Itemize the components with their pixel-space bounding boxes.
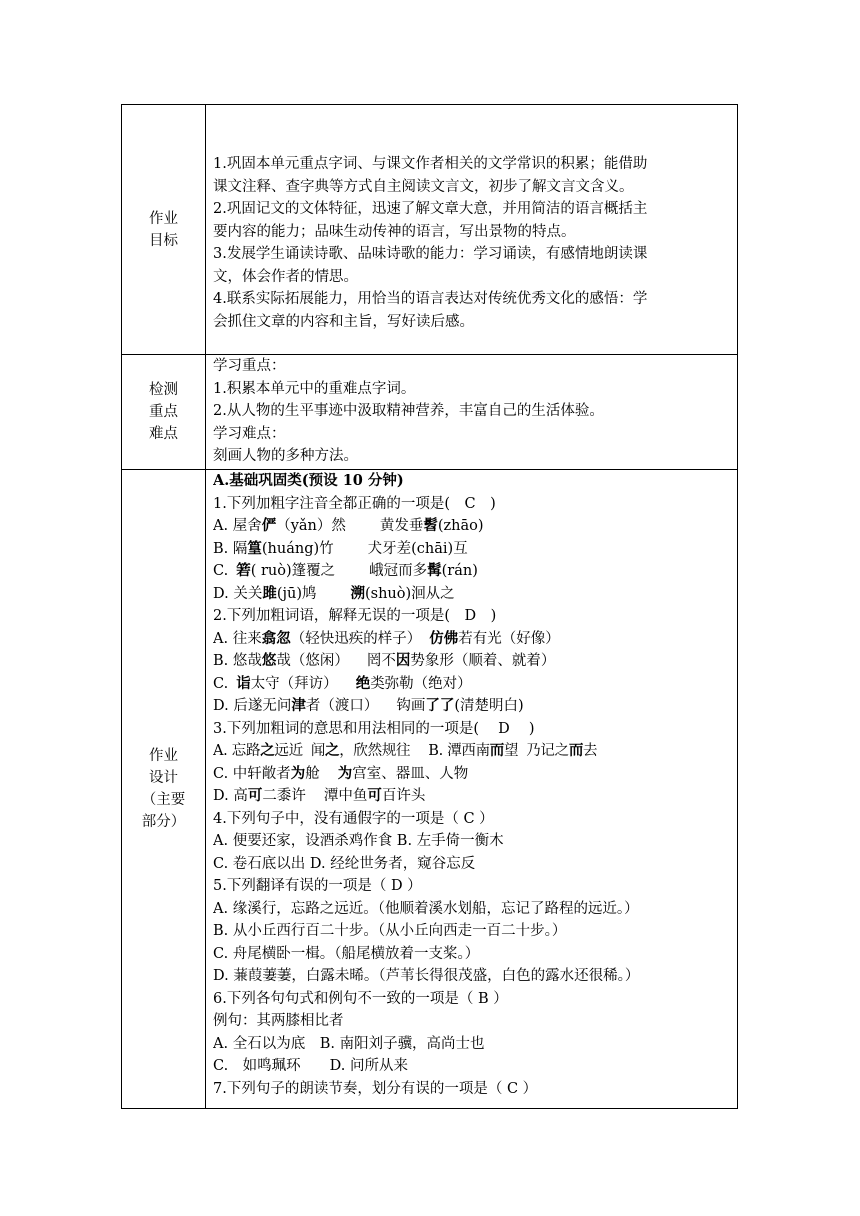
question-stem: 3.下列加粗词的意思和用法相同的一项是( D ): [213, 720, 535, 737]
label-text: 重点: [149, 404, 178, 420]
label-text: （主要: [141, 792, 186, 808]
label-text: 作业: [149, 748, 178, 764]
question-line: D. 蒹葭萋萋，白露未晞。（芦苇长得很茂盛，白色的露水还很稀。）: [213, 968, 640, 984]
option-line: D. 高可二黍许 潭中鱼可百许头: [213, 787, 426, 804]
goal-line: 课文注释、查字典等方式自主阅读文言文，初步了解文言文含义。: [213, 178, 634, 195]
label-text: 设计: [149, 770, 178, 786]
option-line: A. 屋舍俨（yǎn）然 黄发垂髫(zhāo): [213, 517, 484, 534]
section-heading: A.基础巩固类(预设 10 分钟): [213, 472, 404, 489]
goal-line: 4.联系实际拓展能力，用恰当的语言表达对传统优秀文化的感悟：学: [213, 291, 648, 307]
question-line: A. 缘溪行，忘路之远近。（他顺着溪水划船，忘记了路程的远近。）: [213, 900, 639, 917]
option-line: D. 关关雎(jū)鸠 溯(shuò)洄从之: [213, 584, 455, 602]
option-line: A. 往来翕忽（轻快迅疾的样子） 仿佛若有光（好像）: [213, 629, 560, 647]
question-line: C. 卷石底以出 D. 经纶世务者，窥谷忘反: [213, 855, 476, 872]
label-text: 难点: [149, 426, 178, 442]
key-points-content: [206, 355, 738, 470]
question-line: 7.下列句子的朗读节奏，划分有误的一项是（ C ）: [213, 1080, 538, 1097]
key-point-line: 学习重点：: [213, 358, 286, 374]
question-line: 例句：其两膝相比者: [213, 1013, 344, 1029]
option-line: B. 悠哉悠哉（悠闲） 罔不因势象形（顺着、就着）: [213, 652, 556, 669]
question-line: C. 如鸣珮环 D. 问所从来: [213, 1058, 409, 1074]
homework-table: [121, 104, 738, 1109]
design-content: [206, 470, 738, 1109]
row-design: [122, 470, 738, 1109]
question-line: A. 全石以为底 B. 南阳刘子骥，高尚士也: [213, 1035, 485, 1052]
label-text: 检测: [149, 382, 178, 398]
goals-content: [206, 105, 738, 355]
option-line: C. 箬( ruò)篷覆之 峨冠而多髯(rán): [213, 562, 478, 579]
question-stem: 1.下列加粗字注音全都正确的一项是( C ): [213, 495, 496, 512]
question-line: A. 便要还家，设酒杀鸡作食 B. 左手倚一衡木: [213, 833, 504, 849]
goal-line: 文，体会作者的情思。: [213, 268, 358, 285]
goal-line: 3.发展学生诵读诗歌、品味诗歌的能力：学习诵读，有感情地朗读课: [213, 246, 648, 262]
key-point-line: 2.从人物的生平事迹中汲取精神营养，丰富自己的生活体验。: [213, 403, 604, 419]
option-line: C. 中轩敞者为舱 为宫室、器皿、人物: [213, 764, 469, 782]
option-line: D. 后遂无问津者（渡口） 钩画了了(清楚明白): [213, 697, 524, 714]
question-line: 4.下列句子中，没有通假字的一项是（ C ）: [213, 810, 494, 827]
question-line: B. 从小丘西行百二十步。（从小丘向西走一百二十步。）: [213, 923, 567, 939]
goal-line: 会抓住文章的内容和主旨，写好读后感。: [213, 313, 474, 330]
row-key-points: [122, 355, 738, 470]
option-line: A. 忘路之远近 闻之，欣然规往 B. 潭西南而望 乃记之而去: [213, 742, 598, 759]
option-line: C. 诣太守（拜访） 绝类弥勒（绝对）: [213, 674, 472, 692]
label-text: 作业: [149, 210, 178, 227]
label-text: 部分）: [141, 814, 186, 830]
row-goals: [122, 105, 738, 355]
key-point-line: 学习难点：: [213, 425, 286, 442]
label-key-points: [122, 355, 206, 470]
option-line: B. 隔篁(huáng)竹 犬牙差(chāi)互: [213, 539, 468, 557]
goal-line: 2.巩固记文的文体特征，迅速了解文章大意，并用简洁的语言概括主: [213, 201, 648, 217]
label-text: 目标: [149, 232, 178, 249]
label-goals: [122, 105, 206, 355]
question-line: 5.下列翻译有误的一项是（ D ）: [213, 878, 422, 894]
question-line: 6.下列各句句式和例句不一致的一项是（ B ）: [213, 990, 508, 1007]
key-point-line: 1.积累本单元中的重难点字词。: [213, 380, 416, 397]
goal-line: 1.巩固本单元重点字词、与课文作者相关的文学常识的积累；能借助: [213, 156, 648, 172]
key-point-line: 刻画人物的多种方法。: [213, 448, 358, 464]
question-stem: 2.下列加粗词语，解释无误的一项是( D ): [213, 608, 497, 624]
label-design: [122, 470, 206, 1109]
goal-line: 要内容的能力；品味生动传神的语言，写出景物的特点。: [213, 223, 576, 240]
question-line: C. 舟尾横卧一楫。（船尾横放着一支桨。）: [213, 945, 480, 962]
